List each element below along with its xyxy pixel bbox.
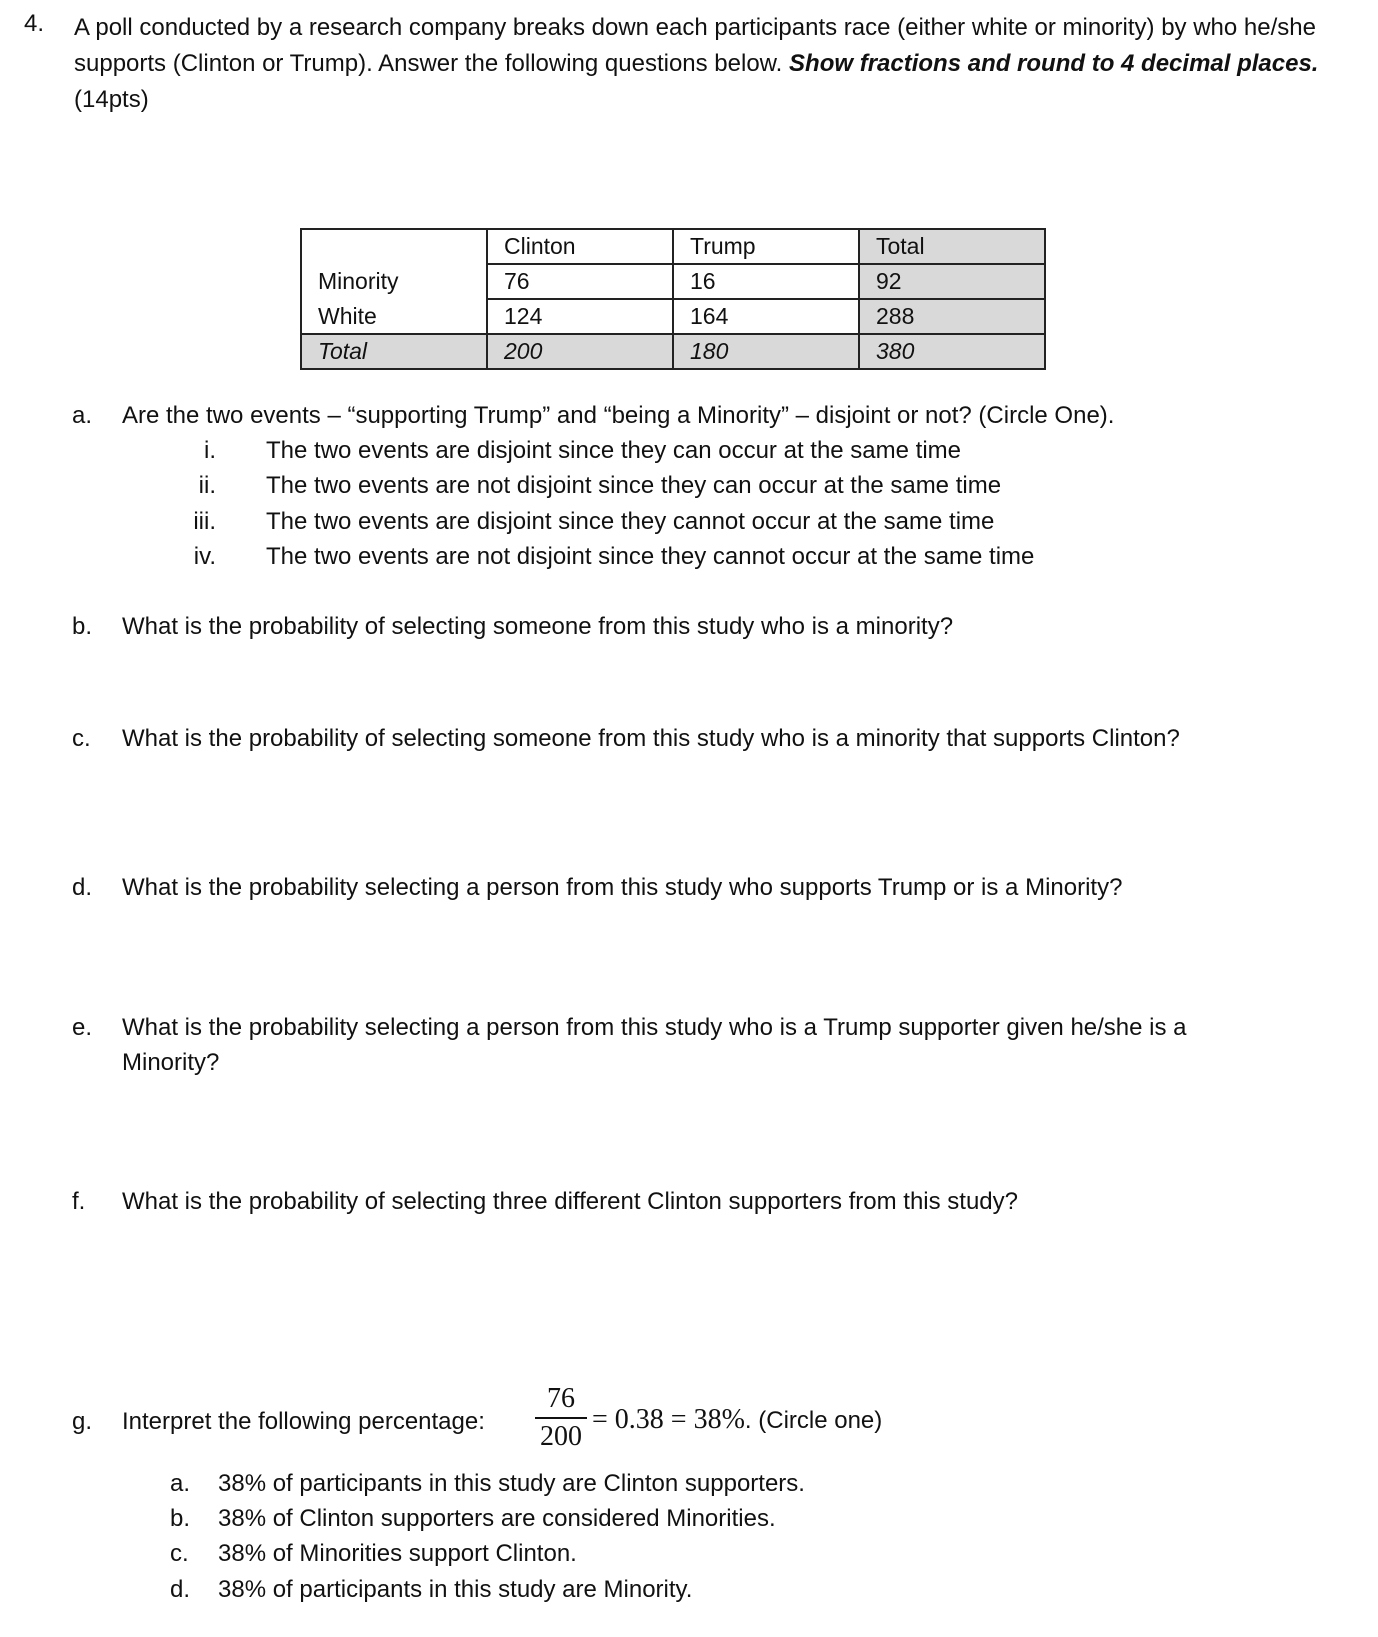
part-d-label: d. [72, 874, 93, 901]
intro-text: A poll conducted by a research company breaks down each participants race (either white or minority) by who he/she supports (Clinton or Trump). Answer the following questions below. [74, 14, 1316, 77]
row-label-minority: Minority [301, 264, 487, 299]
contingency-table [300, 228, 1046, 370]
header-trump: Trump [673, 229, 859, 264]
option-g-a[interactable]: 38% of participants in this study are Clinton supporters. [218, 1470, 805, 1497]
part-b-question: What is the probability of selecting someone from this study who is a minority? [122, 613, 954, 640]
fraction-denominator: 200 [540, 1421, 582, 1452]
option-number: iii. [193, 508, 216, 535]
option-a-iv[interactable]: The two events are not disjoint since they cannot occur at the same time [266, 543, 1035, 570]
part-g-question: Interpret the following percentage: [122, 1408, 485, 1435]
equation-text: = 0.38 = 38% [592, 1404, 745, 1435]
option-number: i. [204, 437, 216, 464]
option-number: ii. [198, 472, 216, 499]
option-number: d. [170, 1576, 191, 1603]
table-total-row [301, 334, 1045, 369]
fraction [535, 1383, 587, 1453]
question-number: 4. [24, 10, 45, 37]
circle-one-text: . (Circle one) [744, 1407, 883, 1434]
row-label-white: White [301, 299, 487, 334]
table-corner-cell [301, 229, 487, 264]
option-a-i[interactable]: The two events are disjoint since they can occur at the same time [266, 437, 962, 464]
table-row [301, 299, 1045, 334]
option-g-c[interactable]: 38% of Minorities support Clinton. [218, 1540, 577, 1567]
part-g-label: g. [72, 1408, 93, 1435]
header-clinton: Clinton [487, 229, 673, 264]
points-text: (14pts) [74, 86, 149, 113]
part-d-question: What is the probability selecting a person from this study who supports Trump or is a Minority? [122, 874, 1123, 901]
part-a-question: Are the two events – “supporting Trump” and “being a Minority” – disjoint or not? (Circle One). [122, 402, 1115, 429]
row-label-total: Total [301, 334, 487, 369]
question-intro [74, 10, 1364, 118]
table-cell-total: 180 [673, 334, 859, 369]
part-c-question: What is the probability of selecting someone from this study who is a minority that supports Clinton? [122, 725, 1180, 752]
option-number: a. [170, 1470, 191, 1497]
table-header-row [301, 229, 1045, 264]
part-f-question: What is the probability of selecting three different Clinton supporters from this study? [122, 1188, 1019, 1215]
part-e-question-line1: What is the probability selecting a person from this study who is a Trump supporter given he/she is a [122, 1014, 1187, 1041]
option-number: c. [170, 1540, 189, 1567]
part-e-question-line2: Minority? [122, 1049, 220, 1076]
option-a-ii[interactable]: The two events are not disjoint since they can occur at the same time [266, 472, 1002, 499]
option-a-iii[interactable]: The two events are disjoint since they cannot occur at the same time [266, 508, 995, 535]
percentage-equation [592, 1404, 882, 1436]
part-f-label: f. [72, 1188, 86, 1215]
option-g-d[interactable]: 38% of participants in this study are Minority. [218, 1576, 693, 1603]
table-cell-total: 288 [859, 299, 1045, 334]
part-c-label: c. [72, 725, 91, 752]
table-cell: 124 [487, 299, 673, 334]
part-b-label: b. [72, 613, 93, 640]
table-cell: 76 [487, 264, 673, 299]
option-number: iv. [193, 543, 216, 570]
fraction-numerator: 76 [535, 1383, 587, 1419]
table-cell-total: 200 [487, 334, 673, 369]
table-cell: 16 [673, 264, 859, 299]
option-number: b. [170, 1505, 191, 1532]
table-cell-total: 92 [859, 264, 1045, 299]
option-g-b[interactable]: 38% of Clinton supporters are considered Minorities. [218, 1505, 776, 1532]
table-row [301, 264, 1045, 299]
part-a-label: a. [72, 402, 93, 429]
part-e-label: e. [72, 1014, 93, 1041]
table-cell-grand-total: 380 [859, 334, 1045, 369]
table-cell: 164 [673, 299, 859, 334]
header-total: Total [859, 229, 1045, 264]
instruction-text: Show fractions and round to 4 decimal places. [789, 50, 1319, 77]
